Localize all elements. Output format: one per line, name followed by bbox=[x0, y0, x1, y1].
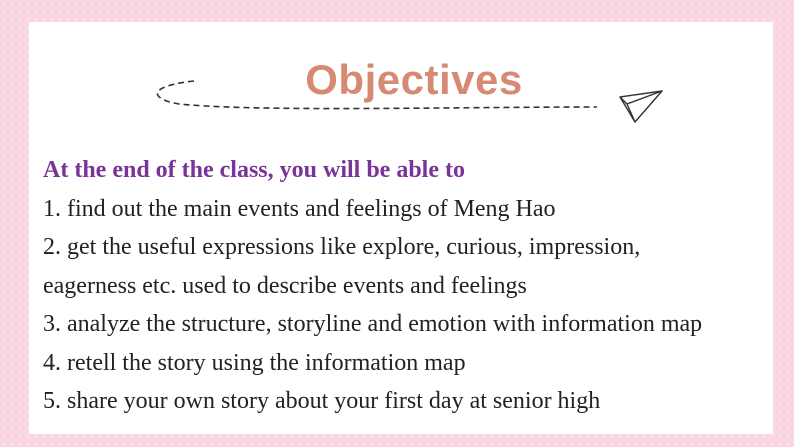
objectives-intro: At the end of the class, you will be able to bbox=[43, 157, 465, 183]
objective-item: 2. get the useful expressions like explore, curious, impression, bbox=[43, 234, 641, 260]
objective-item: 4. retell the story using the information map bbox=[43, 349, 466, 376]
slide-title: Objectives bbox=[305, 56, 523, 103]
objective-item: 1. find out the main events and feelings of Meng Hao bbox=[43, 195, 556, 222]
objectives-list bbox=[43, 151, 773, 421]
paper-plane-icon bbox=[620, 91, 662, 122]
objective-item: 3. analyze the structure, storyline and emotion with information map bbox=[43, 311, 703, 337]
objective-item: 5. share your own story about your first day at senior high bbox=[43, 388, 601, 414]
slide-card bbox=[29, 22, 773, 434]
objective-item-continuation: eagerness etc. used to describe events and feelings bbox=[43, 272, 527, 299]
